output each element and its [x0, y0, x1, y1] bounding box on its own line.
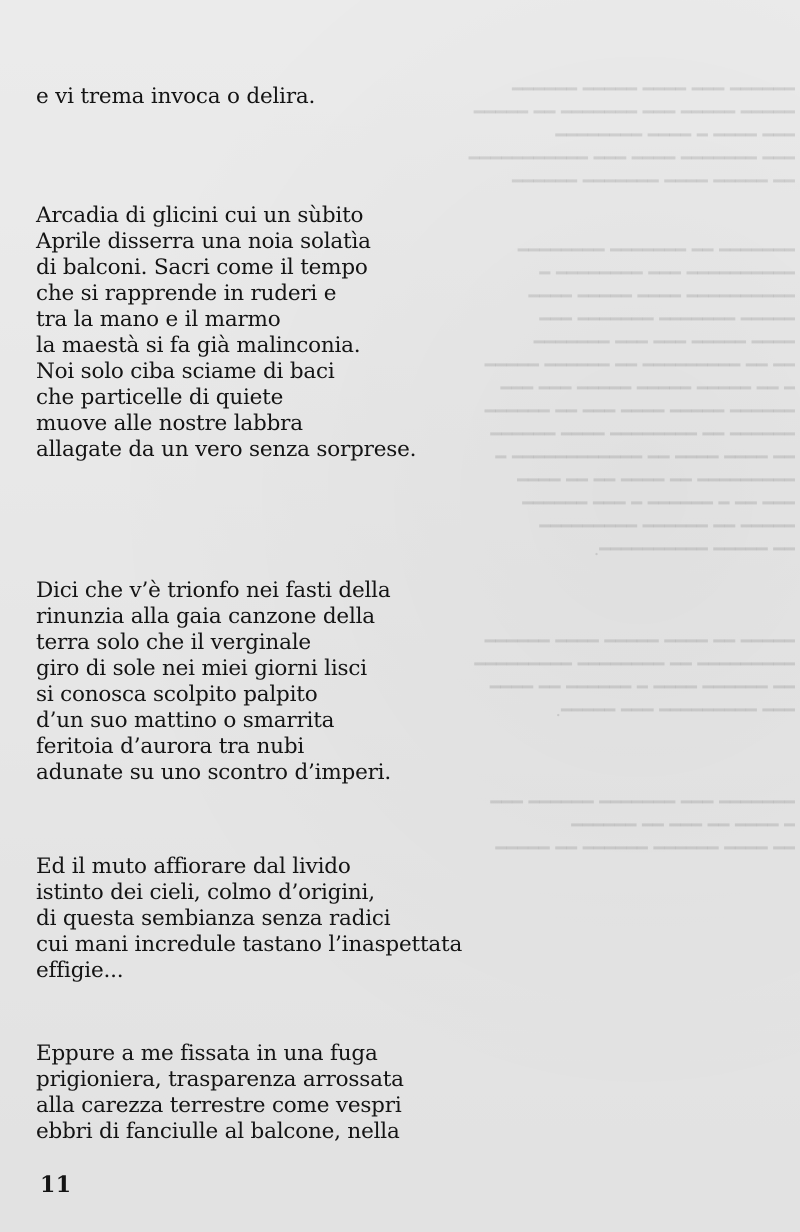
verse-line: Ed il muto affiorare dal livido — [36, 854, 351, 879]
page-number: 11 — [40, 1172, 72, 1198]
verse-line: che particelle di quiete — [36, 385, 284, 410]
verse-line: d’un suo mattino o smarrita — [36, 708, 335, 733]
verse-line: Aprile disserra una noia solatìa — [36, 229, 371, 254]
verse-line: si conosca scolpito palpito — [36, 682, 318, 707]
verse-line: Arcadia di glicini cui un sùbito — [36, 203, 364, 228]
verse-line: allagate da un vero senza sorprese. — [36, 437, 417, 462]
verse-line: la maestà si fa già malinconia. — [36, 333, 361, 358]
stanza-trionfo — [36, 578, 391, 786]
verse-line: Dici che v’è trionfo nei fasti della — [36, 578, 391, 603]
verse-line: che si rapprende in ruderi e — [36, 281, 337, 306]
verse-line: di questa sembianza senza radici — [36, 906, 391, 931]
verse-line: rinunzia alla gaia canzone della — [36, 604, 375, 629]
stanza-muto-affiorare — [36, 854, 462, 984]
verse-line: muove alle nostre labbra — [36, 411, 303, 436]
verse-line: prigioniera, trasparenza arrossata — [36, 1067, 404, 1092]
verse-line: ebbri di fanciulle al balcone, nella — [36, 1119, 400, 1144]
verse-line: giro di sole nei miei giorni lisci — [36, 656, 367, 681]
bleed-through-shadow: ━━━━━━ ━━━ ━━━━ ━━━━━ ━━━━━━ ━━━━━ ━━━━━ ━━━ ━━━━━━━ ━━ ━━━━━ ━━━ ━━━━ ━ ━━━━ ━━━━━━━━ ━━━ ━━━━━━━ ━━━━ ━━━ ━━━━━━━━━━━ ━━ ━━━━━ ━━━━ ━━━━━━━ ━━━━━━ ━━━━━━━ ━━ ━━━━━━━ ━━━━━━━━ ━━━━━━━━━━ ━━━ ━━━━━━━━ ━ ━━━━━━━━━━ ━━━━ ━━━━━ ━━━━ ━━━━━ ━━━━━━━ ━━━━━━━ ━━━ ━━━━ ━━━━━ ━━━ ━━━ ━━━━━━━ ━━ ━━ ━━━━━━━━━ ━━ ━━━━━━ ━━━━━ ━ ━━ ━━━━━ ━━━━━ ━━━━━ ━━━ ━━━ ━━━━━━ ━━━━━ ━━━━ ━━━ ━━ ━━━━━━ ━━━━━━ ━━ ━━━━━━━━ ━━━━ ━━━━━━ ━━ ━━━━ ━━━━ ━━ ━━━━━━━━━━━━ ━ ━━━━━━━━━ ━━ ━━━━ ━━ ━━ ━━━━ ━━━ ━━ ━ ━━━━━━ ━ ━━━ ━━━━━━ ━━━━━ ━━ ━━━━━━ ━━━━━━━━━ ━━ ━━━━━ ━━━━━━━━━━. ━━━━━ ━━ ━━━━ ━━━━━ ━━━━ ━━━━━━ ━━━━━━━━━ ━━ ━━━━━━━━ ━━━━━━━━━ ━━ ━━━━━━ ━━━━ ━ ━━━━━━ ━━ ━━━━ ━━━ ━━━━━━━━━ ━━━ ━━━━━. ━━━━━━━ ━━━ ━━━━━━━ ━━━━━━ ━━━ ━ ━━━━ ━━ ━━━ ━━ ━━━━━━ ━━ ━━━━ ━━━━━━ ━━━━━━ ━━ ━━━━━ — [468, 79, 795, 859]
verse-line: di balconi. Sacri come il tempo — [36, 255, 368, 280]
stanza-eppure — [36, 1041, 404, 1145]
stanza-opening-line — [36, 84, 315, 110]
verse-line: istinto dei cieli, colmo d’origini, — [36, 880, 375, 905]
verse-line: adunate su uno scontro d’imperi. — [36, 760, 391, 785]
verse-line: effigie... — [36, 958, 124, 983]
verse-line: e vi trema invoca o delira. — [36, 84, 316, 109]
stanza-arcadia — [36, 203, 416, 463]
verse-line: alla carezza terrestre come vespri — [36, 1093, 402, 1118]
verse-line: Eppure a me fissata in una fuga — [36, 1041, 378, 1066]
verse-line: tra la mano e il marmo — [36, 307, 281, 332]
verse-line: cui mani incredule tastano l’inaspettata — [36, 932, 463, 957]
verse-line: Noi solo ciba sciame di baci — [36, 359, 335, 384]
verse-line: feritoia d’aurora tra nubi — [36, 734, 305, 759]
verse-line: terra solo che il verginale — [36, 630, 311, 655]
